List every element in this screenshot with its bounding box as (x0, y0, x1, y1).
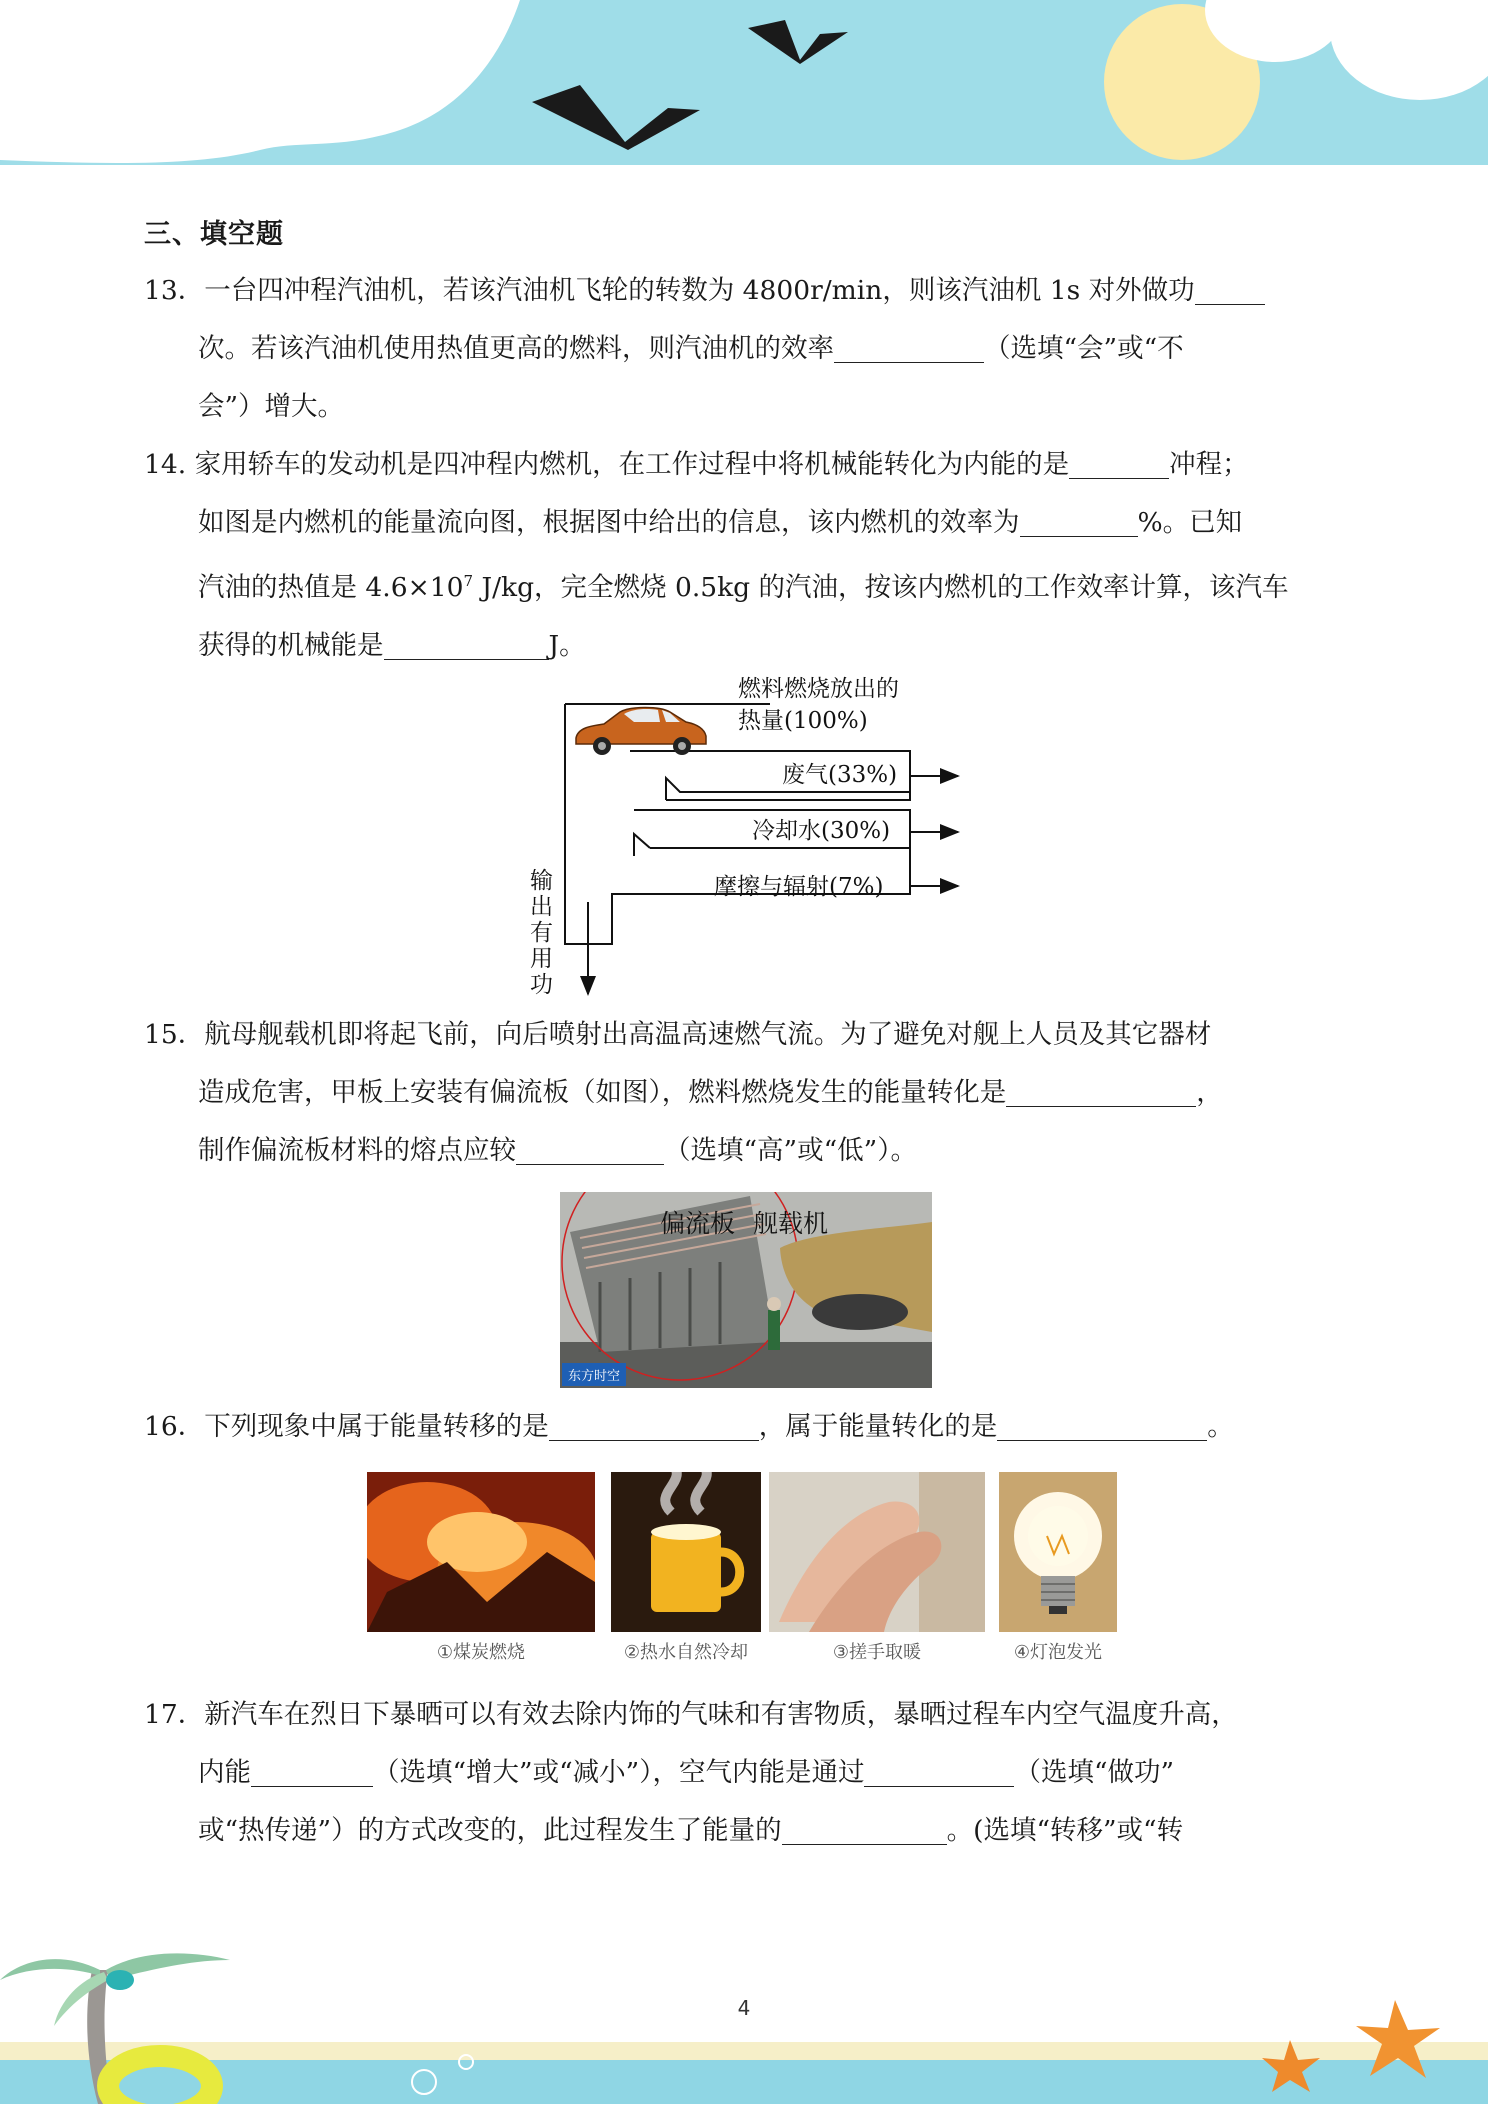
photo-burning-coal (367, 1472, 595, 1663)
answer-blank[interactable] (384, 628, 549, 660)
deflector-label: 偏流板 (660, 1209, 736, 1238)
friction-label: 摩擦与辐射(7%) (714, 874, 884, 900)
aircraft-label: 舰载机 (753, 1209, 829, 1238)
useful-work-label-3: 有 (530, 920, 553, 946)
answer-blank[interactable] (251, 1755, 373, 1787)
question-16: 16．下列现象中属于能量转移的是 ，属于能量转化的是 。 (144, 1411, 1234, 1442)
page-number: 4 (737, 1996, 751, 2020)
phenomena-photos (367, 1472, 1117, 1668)
light-bulb-icon (999, 1472, 1117, 1632)
photo-caption: ③搓手取暖 (832, 1642, 922, 1663)
exhaust-label: 废气(33%) (782, 762, 898, 788)
answer-blank[interactable] (782, 1813, 947, 1845)
cooling-label: 冷却水(30%) (752, 818, 891, 844)
header-decoration (0, 0, 1488, 170)
useful-work-label-4: 用 (530, 946, 553, 972)
answer-blank[interactable] (997, 1409, 1207, 1441)
answer-blank[interactable] (549, 1409, 759, 1441)
burning-coal-icon (367, 1472, 595, 1632)
question-15: 15．航母舰载机即将起飞前，向后喷射出高温高速燃气流。为了避免对舰上人员及其它器材 造成危害，甲板上安装有偏流板（如图），燃料燃烧发生的能量转化是 ， 制作偏流板材料的熔点应较 （选填“高”或“低”）。 (144, 1019, 1223, 1166)
photo-hot-cup (611, 1472, 761, 1663)
tv-logo: 东方时空 (562, 1363, 626, 1386)
input-heat-label: 燃料燃烧放出的 (738, 676, 899, 702)
answer-blank[interactable] (1020, 505, 1138, 537)
answer-blank[interactable] (834, 331, 984, 363)
question-13: 13．一台四冲程汽油机，若该汽油机飞轮的转数为 4800r/min，则该汽油机 1s 对外做功 次。若该汽油机使用热值更高的燃料，则汽油机的效率 （选填“会”或“不 会”）增大。 (144, 262, 1354, 436)
energy-flow-diagram (520, 676, 980, 1002)
photo-caption: ②热水自然冷却 (623, 1642, 749, 1663)
useful-work-label-2: 出 (530, 894, 553, 920)
question-14: 14. 家用轿车的发动机是四冲程内燃机，在工作过程中将机械能转化为内能的是 冲程； 如图是内燃机的能量流向图，根据图中给出的信息，该内燃机的效率为 %。已知 汽油的热值是 $4.6\times 10^7$ J/kg，完全燃烧 0.5kg 的汽油，按该内燃机的工作效率计算，该汽车 获得的机械能是 J。 (144, 449, 1289, 661)
hot-cup-icon (611, 1472, 761, 1632)
answer-blank[interactable] (516, 1133, 664, 1165)
photo-caption: ④灯泡发光 (1013, 1642, 1103, 1663)
useful-work-label-5: 功 (530, 972, 553, 998)
answer-blank[interactable] (864, 1755, 1014, 1787)
photo-rubbing-hands (769, 1472, 985, 1663)
answer-blank[interactable] (1006, 1075, 1196, 1107)
input-heat-percent: 热量(100%) (738, 708, 868, 734)
photo-light-bulb (999, 1472, 1117, 1663)
section-title: 三、填空题 (144, 219, 284, 250)
answer-blank[interactable] (1195, 273, 1265, 305)
answer-blank[interactable] (1069, 447, 1169, 479)
car-icon (576, 708, 706, 756)
footer-decoration (0, 1930, 1488, 2104)
rubbing-hands-icon (769, 1472, 985, 1632)
photo-caption: ①煤炭燃烧 (436, 1642, 526, 1663)
question-17: 17．新汽车在烈日下暴晒可以有效去除内饰的气味和有害物质，暴晒过程车内空气温度升高， 内能 （选填“增大”或“减小”），空气内能是通过 （选填“做功” 或“热传递”）的方式改变的，此过程发生了能量的 。(选填“转移”或“转 (144, 1699, 1238, 1846)
useful-work-label-1: 输 (530, 868, 553, 894)
carrier-deflector-photo (560, 1192, 932, 1388)
